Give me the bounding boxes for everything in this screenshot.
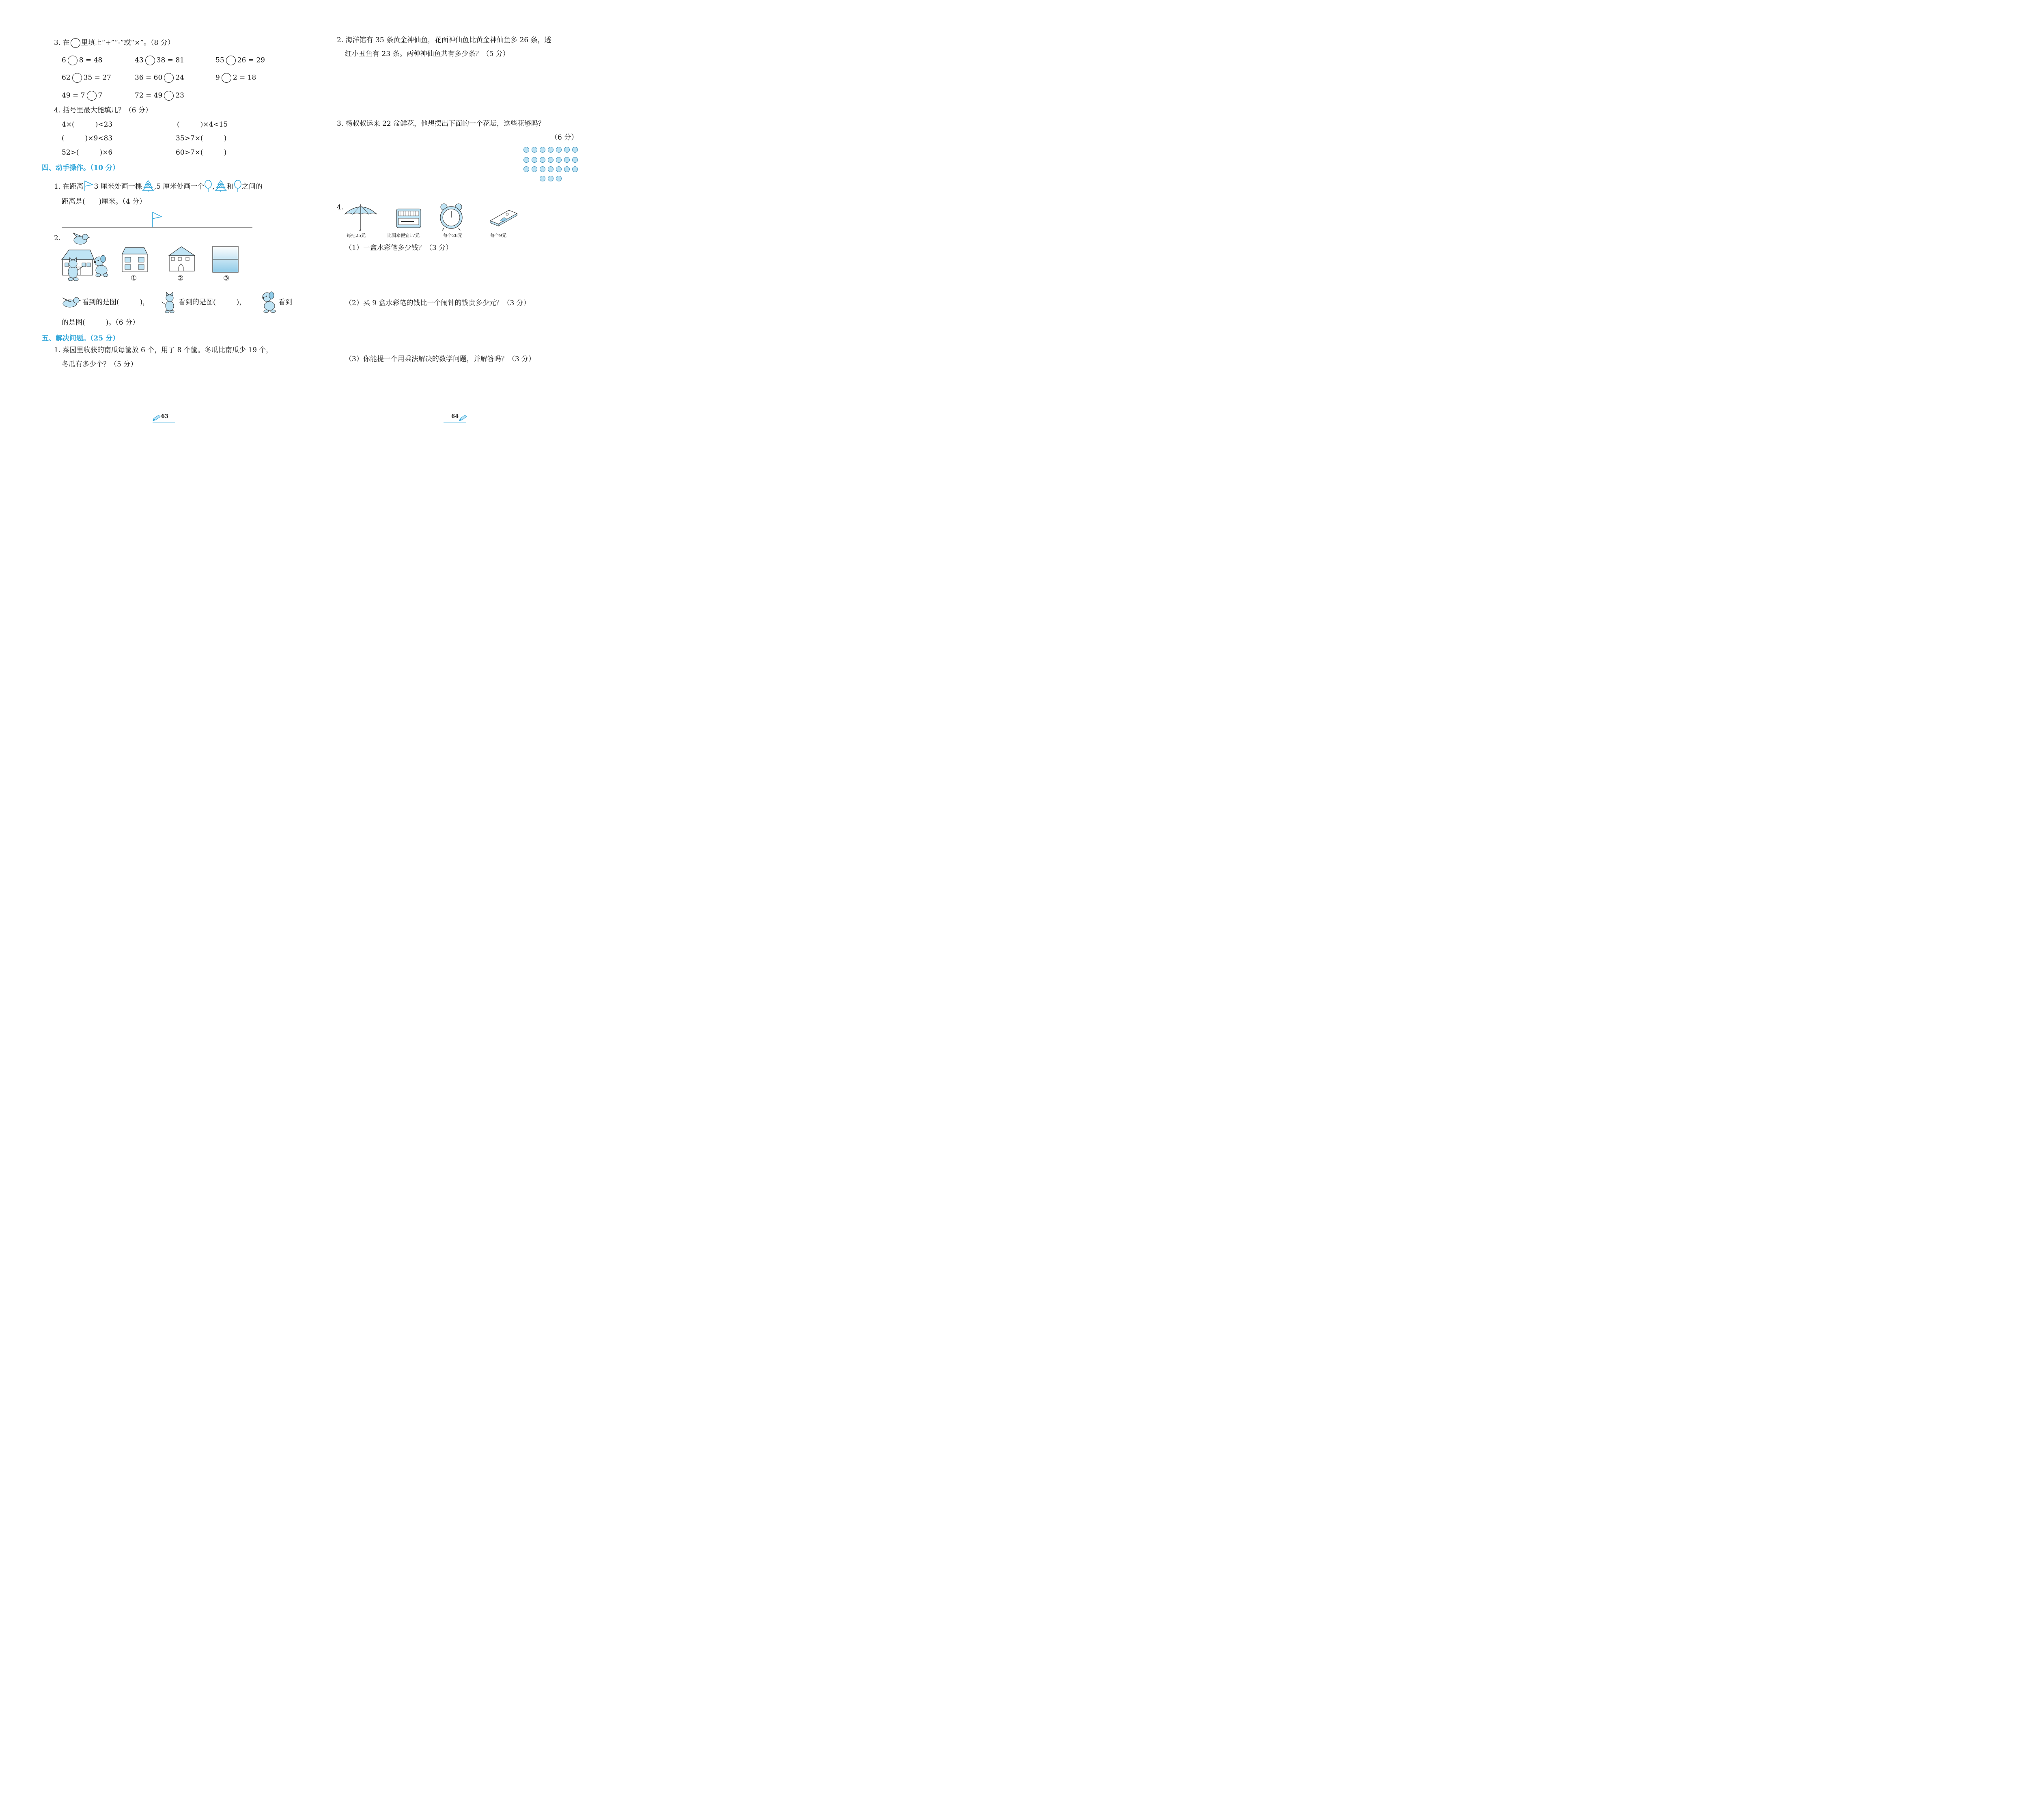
flower-bed — [523, 146, 579, 183]
q3-item: 62 35 = 27 — [62, 73, 111, 83]
right-q4-sub3: （3）你能提一个用乘法解决的数学问题，并解答吗？（3 分） — [345, 355, 536, 363]
sec4-q1-line2: 距离是( )厘米。（4 分） — [62, 198, 146, 206]
q4-item[interactable]: ( )×4<15 — [177, 121, 228, 129]
flag-icon — [84, 180, 94, 191]
answer-bird[interactable]: 看到的是图( )， — [82, 298, 150, 306]
section-4-title: 四、动手操作。（10 分） — [42, 164, 120, 172]
dog-icon — [260, 291, 278, 313]
label-pencil-case: 每个9元 — [490, 233, 506, 238]
page-number-right: 64 — [451, 414, 459, 420]
scene-illustration — [61, 231, 112, 287]
q4-item[interactable]: 60>7×( ) — [176, 149, 227, 157]
sec5-q1-line2: 冬瓜有多少个？（5 分） — [62, 360, 138, 368]
q3-item: 6 8 = 48 — [62, 56, 102, 65]
sec4-q1-line1: 1. 在距离 3 厘米处画一棵 ,5 厘米处画一个 , 和 之间的 — [54, 180, 263, 192]
right-q4-number: 4. — [337, 203, 344, 211]
view-2-label: ② — [177, 274, 184, 282]
q4-item[interactable]: ( )×9<83 — [62, 134, 113, 142]
q4-item[interactable]: 35>7×( ) — [176, 134, 227, 142]
q3-item: 55 26 = 29 — [215, 56, 265, 65]
pencil-icon — [459, 414, 467, 422]
alarm-clock-icon — [438, 203, 464, 231]
answer-dog-a: 看到 — [278, 298, 292, 306]
label-clock: 每个28元 — [443, 233, 462, 238]
right-q4-sub1: （1）一盒水彩笔多少钱？（3 分） — [345, 244, 453, 252]
tree-icon — [215, 180, 227, 192]
q3-item: 72 = 49 23 — [135, 91, 184, 101]
blank-circle-icon — [71, 38, 80, 48]
section-5-title: 五、解决问题。（25 分） — [42, 334, 120, 342]
measure-line[interactable] — [61, 210, 254, 229]
q3-item: 49 = 7 7 — [62, 91, 102, 101]
answer-cat[interactable]: 看到的是图( )， — [179, 298, 246, 306]
answer-circle[interactable] — [145, 56, 155, 65]
view-3-label: ③ — [223, 274, 230, 282]
answer-circle[interactable] — [226, 56, 236, 65]
view-3-image[interactable] — [212, 246, 239, 274]
sec5-q1-line1: 1. 菜园里收获的南瓜每筐放 6 个，用了 8 个筐。冬瓜比南瓜少 19 个， — [54, 346, 273, 354]
answer-dog-b[interactable]: 的是图( )。（6 分） — [62, 319, 139, 327]
pencil-case-icon — [489, 209, 518, 226]
right-q2-line2: 红小丑鱼有 23 条。两种神仙鱼共有多少条？（5 分） — [345, 50, 510, 58]
view-2-image[interactable] — [168, 245, 196, 273]
answer-circle[interactable] — [164, 91, 174, 101]
pencil-icon — [152, 414, 161, 422]
view-1-label: ① — [131, 274, 137, 282]
right-q3-line1: 3. 杨叔叔运来 22 盆鲜花，他想摆出下面的一个花坛，这些花够吗？ — [337, 120, 545, 128]
q4-item[interactable]: 4×( )<23 — [62, 121, 113, 129]
bird-icon — [61, 295, 82, 309]
answer-circle[interactable] — [72, 73, 82, 83]
label-watercolor: 比雨伞便宜17元 — [387, 233, 420, 238]
answer-circle[interactable] — [68, 56, 78, 65]
q3-item: 43 38 = 81 — [135, 56, 184, 65]
page-number-left: 63 — [161, 414, 169, 420]
balloon-icon — [234, 180, 242, 192]
answer-circle[interactable] — [87, 91, 97, 101]
right-q3-score: （6 分） — [551, 134, 578, 142]
view-1-image[interactable] — [121, 246, 149, 274]
watercolor-box-icon — [395, 208, 422, 229]
label-umbrella: 每把25元 — [347, 233, 366, 238]
q3-title: 3. 在 里填上“+”“-”或“×”。（8 分） — [54, 38, 174, 48]
sec4-q2-number: 2. — [54, 234, 61, 242]
q3-item: 36 = 60 24 — [135, 73, 184, 83]
answer-circle[interactable] — [164, 73, 174, 83]
q3-item: 9 2 = 18 — [215, 73, 256, 83]
right-q4-sub2: （2）买 9 盒水彩笔的钱比一个闹钟的钱贵多少元？（3 分） — [345, 299, 530, 307]
cat-icon — [161, 291, 179, 313]
q4-item[interactable]: 52>( )×6 — [62, 149, 113, 157]
tree-icon — [142, 180, 154, 192]
answer-circle[interactable] — [222, 73, 231, 83]
balloon-icon — [204, 180, 212, 192]
q4-title: 4. 括号里最大能填几？（6 分） — [54, 106, 152, 114]
right-q2-line1: 2. 海洋馆有 35 条黄金神仙鱼，花面神仙鱼比黄金神仙鱼多 26 条，透 — [337, 36, 551, 44]
umbrella-icon — [343, 202, 378, 231]
